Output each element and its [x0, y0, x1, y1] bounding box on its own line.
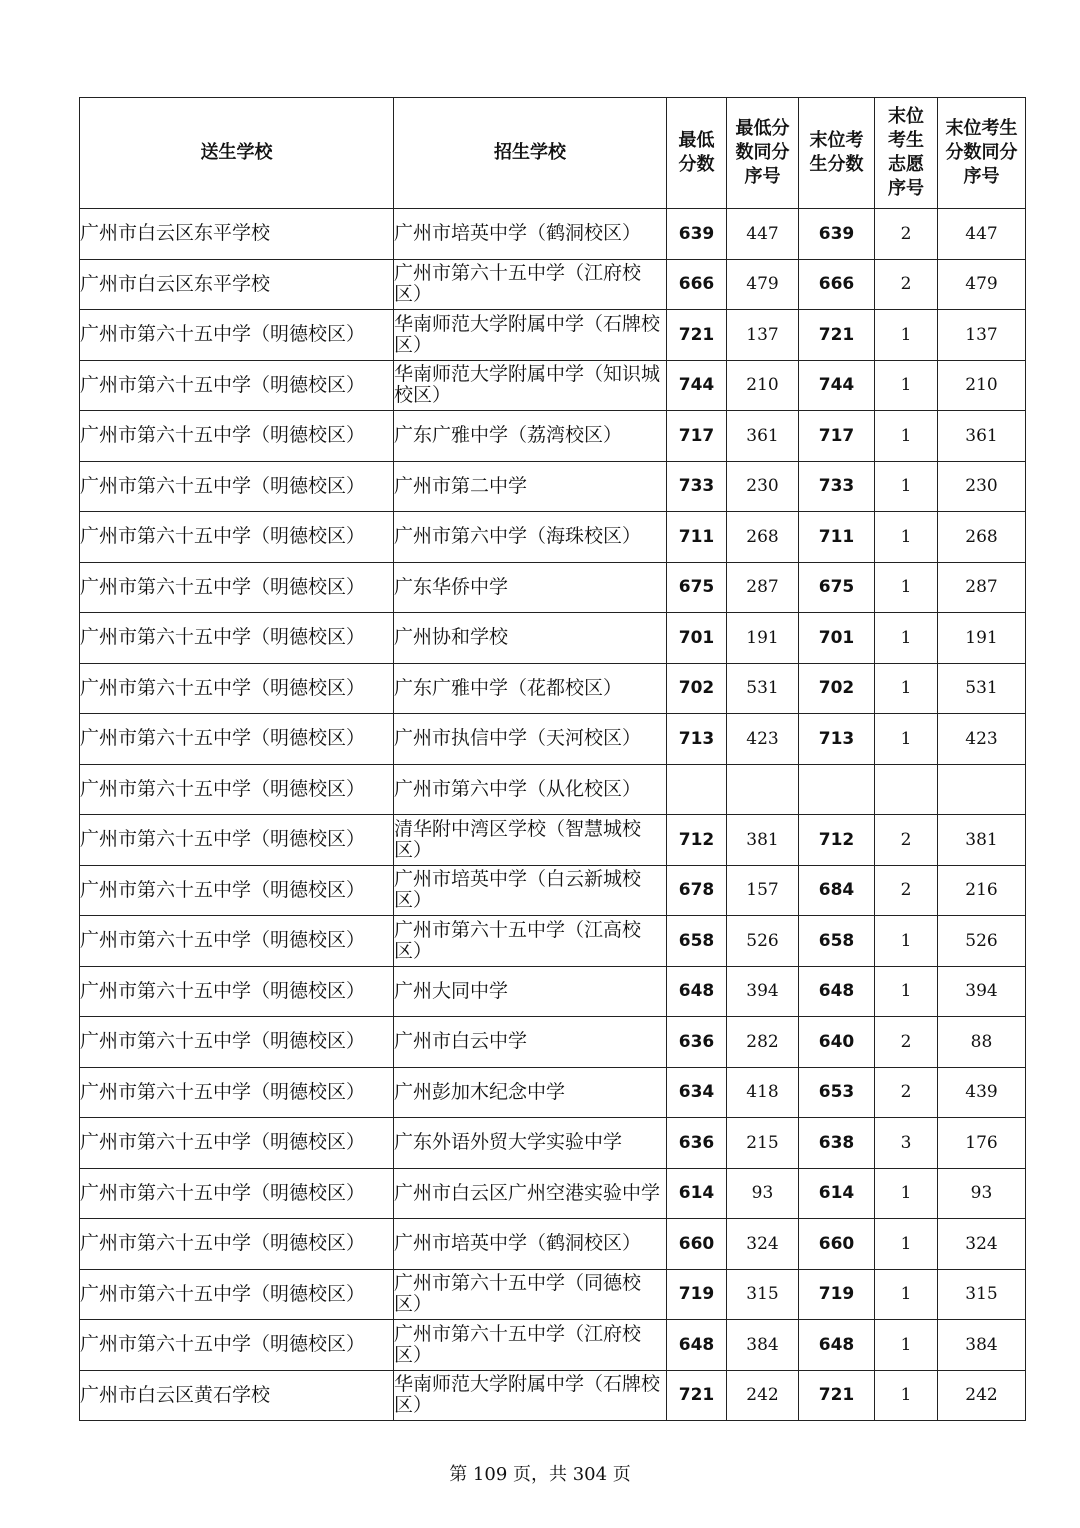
- table-row: [80, 1168, 1026, 1219]
- cell-admitting-school: 广州市白云区广州空港实验中学: [394, 1168, 667, 1219]
- cell-min-score: 636: [667, 1118, 727, 1169]
- table-row: [80, 209, 1026, 260]
- cell-last-student-score: 733: [799, 461, 875, 512]
- cell-last-student-score: 713: [799, 714, 875, 765]
- table-row: [80, 1370, 1026, 1421]
- cell-min-score: 721: [667, 310, 727, 361]
- header-min-score-tie-rank-text: 最低分数同分序号: [735, 118, 790, 187]
- cell-last-student-choice-rank: 1: [875, 411, 938, 462]
- cell-last-student-score: 653: [799, 1067, 875, 1118]
- cell-admitting-school: 清华附中湾区学校（智慧城校区）: [394, 815, 667, 866]
- table-row: [80, 259, 1026, 310]
- cell-last-student-tie-rank: 439: [938, 1067, 1026, 1118]
- cell-admitting-school: 广州市培英中学（鹤洞校区）: [394, 209, 667, 260]
- cell-last-student-score: 719: [799, 1269, 875, 1320]
- header-min-score-text: 最低分数: [678, 130, 715, 175]
- cell-last-student-choice-rank: 1: [875, 966, 938, 1017]
- header-min-score-tie-rank: [727, 98, 799, 209]
- cell-last-student-score: 658: [799, 916, 875, 967]
- cell-sending-school: 广州市第六十五中学（明德校区）: [80, 1067, 394, 1118]
- cell-min-score: 711: [667, 512, 727, 563]
- table-row: [80, 1067, 1026, 1118]
- cell-last-student-tie-rank: 381: [938, 815, 1026, 866]
- cell-last-student-score: 744: [799, 360, 875, 411]
- cell-admitting-school: 广州大同中学: [394, 966, 667, 1017]
- cell-sending-school: 广州市第六十五中学（明德校区）: [80, 916, 394, 967]
- cell-min-score: 702: [667, 663, 727, 714]
- cell-min-score-tie-rank: 361: [727, 411, 799, 462]
- cell-sending-school: 广州市第六十五中学（明德校区）: [80, 461, 394, 512]
- header-last-student-score-text: 末位考生分数: [809, 130, 864, 175]
- cell-last-student-tie-rank: 315: [938, 1269, 1026, 1320]
- cell-admitting-school: 广州市培英中学（白云新城校区）: [394, 865, 667, 916]
- cell-last-student-tie-rank: 242: [938, 1370, 1026, 1421]
- table-row: [80, 865, 1026, 916]
- cell-min-score: 648: [667, 966, 727, 1017]
- cell-last-student-choice-rank: 1: [875, 310, 938, 361]
- table-row: [80, 562, 1026, 613]
- header-last-student-tie-rank-text: 末位考生分数同分序号: [945, 118, 1018, 187]
- cell-min-score: 721: [667, 1370, 727, 1421]
- header-last-student-choice-rank: [875, 98, 938, 209]
- cell-last-student-tie-rank: 361: [938, 411, 1026, 462]
- table-row: [80, 1219, 1026, 1270]
- cell-last-student-score: 702: [799, 663, 875, 714]
- cell-last-student-tie-rank: 176: [938, 1118, 1026, 1169]
- table-row: [80, 663, 1026, 714]
- cell-min-score-tie-rank: 418: [727, 1067, 799, 1118]
- cell-min-score-tie-rank: 242: [727, 1370, 799, 1421]
- cell-min-score: 648: [667, 1320, 727, 1371]
- cell-last-student-choice-rank: 1: [875, 461, 938, 512]
- cell-last-student-score: 614: [799, 1168, 875, 1219]
- cell-admitting-school: 广东华侨中学: [394, 562, 667, 613]
- cell-admitting-school: 广州市第六十五中学（江府校区）: [394, 259, 667, 310]
- cell-last-student-score: 721: [799, 1370, 875, 1421]
- cell-last-student-score: 638: [799, 1118, 875, 1169]
- cell-last-student-score: 666: [799, 259, 875, 310]
- cell-sending-school: 广州市白云区黄石学校: [80, 1370, 394, 1421]
- cell-admitting-school: 华南师范大学附属中学（知识城校区）: [394, 360, 667, 411]
- page-number: 第 109 页，共 304 页: [449, 1464, 631, 1485]
- cell-last-student-tie-rank: 88: [938, 1017, 1026, 1068]
- cell-min-score-tie-rank: 423: [727, 714, 799, 765]
- cell-min-score: 701: [667, 613, 727, 664]
- cell-last-student-choice-rank: 2: [875, 1067, 938, 1118]
- cell-last-student-score: 701: [799, 613, 875, 664]
- cell-last-student-choice-rank: 1: [875, 1269, 938, 1320]
- cell-admitting-school: 广州市第六十五中学（江高校区）: [394, 916, 667, 967]
- cell-last-student-tie-rank: 287: [938, 562, 1026, 613]
- header-admitting-school: 招生学校: [394, 98, 667, 209]
- cell-last-student-choice-rank: 1: [875, 1168, 938, 1219]
- cell-min-score-tie-rank: 324: [727, 1219, 799, 1270]
- cell-sending-school: 广州市第六十五中学（明德校区）: [80, 1269, 394, 1320]
- cell-last-student-choice-rank: 1: [875, 360, 938, 411]
- cell-min-score-tie-rank: 479: [727, 259, 799, 310]
- cell-admitting-school: 广州市第六十五中学（同德校区）: [394, 1269, 667, 1320]
- table-row: [80, 1320, 1026, 1371]
- cell-last-student-choice-rank: 2: [875, 815, 938, 866]
- cell-last-student-score: 675: [799, 562, 875, 613]
- cell-sending-school: 广州市第六十五中学（明德校区）: [80, 815, 394, 866]
- cell-admitting-school: 广州市第六中学（海珠校区）: [394, 512, 667, 563]
- cell-min-score: 733: [667, 461, 727, 512]
- header-last-student-choice-rank-text: 末位考生志愿序号: [888, 106, 924, 199]
- cell-min-score: [667, 764, 727, 815]
- cell-min-score: 636: [667, 1017, 727, 1068]
- cell-last-student-tie-rank: 230: [938, 461, 1026, 512]
- cell-admitting-school: 广东外语外贸大学实验中学: [394, 1118, 667, 1169]
- cell-last-student-tie-rank: 216: [938, 865, 1026, 916]
- cell-last-student-score: 711: [799, 512, 875, 563]
- table-row: [80, 1269, 1026, 1320]
- cell-admitting-school: 华南师范大学附属中学（石牌校区）: [394, 1370, 667, 1421]
- cell-last-student-choice-rank: 3: [875, 1118, 938, 1169]
- cell-admitting-school: 广东广雅中学（荔湾校区）: [394, 411, 667, 462]
- cell-last-student-choice-rank: 1: [875, 1370, 938, 1421]
- cell-min-score: 712: [667, 815, 727, 866]
- cell-sending-school: 广州市第六十五中学（明德校区）: [80, 663, 394, 714]
- table-header-row: [80, 98, 1026, 209]
- admission-score-table: [79, 97, 1026, 1421]
- cell-last-student-score: 648: [799, 1320, 875, 1371]
- header-sending-school: 送生学校: [80, 98, 394, 209]
- table-row: [80, 411, 1026, 462]
- cell-min-score-tie-rank: 447: [727, 209, 799, 260]
- cell-last-student-score: 721: [799, 310, 875, 361]
- cell-last-student-tie-rank: 268: [938, 512, 1026, 563]
- cell-sending-school: 广州市第六十五中学（明德校区）: [80, 360, 394, 411]
- cell-admitting-school: 广州市白云中学: [394, 1017, 667, 1068]
- cell-sending-school: 广州市第六十五中学（明德校区）: [80, 562, 394, 613]
- cell-min-score-tie-rank: 282: [727, 1017, 799, 1068]
- cell-min-score: 675: [667, 562, 727, 613]
- cell-admitting-school: 广州协和学校: [394, 613, 667, 664]
- cell-last-student-tie-rank: 210: [938, 360, 1026, 411]
- cell-last-student-choice-rank: 1: [875, 916, 938, 967]
- cell-min-score-tie-rank: [727, 764, 799, 815]
- cell-last-student-score: 639: [799, 209, 875, 260]
- cell-sending-school: 广州市第六十五中学（明德校区）: [80, 310, 394, 361]
- table-row: [80, 714, 1026, 765]
- cell-last-student-tie-rank: 394: [938, 966, 1026, 1017]
- cell-sending-school: 广州市第六十五中学（明德校区）: [80, 966, 394, 1017]
- table-row: [80, 310, 1026, 361]
- cell-sending-school: 广州市第六十五中学（明德校区）: [80, 512, 394, 563]
- table-row: [80, 613, 1026, 664]
- cell-last-student-choice-rank: 2: [875, 1017, 938, 1068]
- cell-last-student-choice-rank: [875, 764, 938, 815]
- cell-admitting-school: 广州市第六中学（从化校区）: [394, 764, 667, 815]
- cell-sending-school: 广州市第六十五中学（明德校区）: [80, 1118, 394, 1169]
- cell-sending-school: 广州市第六十五中学（明德校区）: [80, 1168, 394, 1219]
- cell-min-score-tie-rank: 137: [727, 310, 799, 361]
- cell-last-student-tie-rank: 384: [938, 1320, 1026, 1371]
- cell-last-student-score: 712: [799, 815, 875, 866]
- cell-admitting-school: 广东广雅中学（花都校区）: [394, 663, 667, 714]
- table-row: [80, 461, 1026, 512]
- cell-admitting-school: 广州市第六十五中学（江府校区）: [394, 1320, 667, 1371]
- cell-sending-school: 广州市第六十五中学（明德校区）: [80, 865, 394, 916]
- cell-admitting-school: 广州彭加木纪念中学: [394, 1067, 667, 1118]
- table-row: [80, 360, 1026, 411]
- cell-sending-school: 广州市第六十五中学（明德校区）: [80, 764, 394, 815]
- cell-last-student-choice-rank: 1: [875, 512, 938, 563]
- cell-last-student-tie-rank: 423: [938, 714, 1026, 765]
- cell-last-student-score: 684: [799, 865, 875, 916]
- cell-last-student-score: [799, 764, 875, 815]
- cell-min-score-tie-rank: 157: [727, 865, 799, 916]
- cell-min-score-tie-rank: 315: [727, 1269, 799, 1320]
- cell-last-student-tie-rank: [938, 764, 1026, 815]
- cell-min-score: 639: [667, 209, 727, 260]
- cell-sending-school: 广州市第六十五中学（明德校区）: [80, 714, 394, 765]
- cell-last-student-choice-rank: 1: [875, 613, 938, 664]
- cell-min-score: 666: [667, 259, 727, 310]
- cell-min-score-tie-rank: 191: [727, 613, 799, 664]
- header-last-student-score: [799, 98, 875, 209]
- cell-sending-school: 广州市第六十五中学（明德校区）: [80, 1017, 394, 1068]
- cell-sending-school: 广州市白云区东平学校: [80, 259, 394, 310]
- cell-min-score-tie-rank: 268: [727, 512, 799, 563]
- cell-min-score-tie-rank: 215: [727, 1118, 799, 1169]
- cell-last-student-tie-rank: 137: [938, 310, 1026, 361]
- table-row: [80, 1118, 1026, 1169]
- cell-last-student-score: 660: [799, 1219, 875, 1270]
- cell-last-student-choice-rank: 2: [875, 209, 938, 260]
- cell-sending-school: 广州市第六十五中学（明德校区）: [80, 613, 394, 664]
- cell-sending-school: 广州市白云区东平学校: [80, 209, 394, 260]
- cell-last-student-choice-rank: 2: [875, 259, 938, 310]
- cell-last-student-tie-rank: 479: [938, 259, 1026, 310]
- cell-min-score: 719: [667, 1269, 727, 1320]
- cell-min-score: 634: [667, 1067, 727, 1118]
- header-min-score: [667, 98, 727, 209]
- cell-min-score: 678: [667, 865, 727, 916]
- cell-last-student-tie-rank: 526: [938, 916, 1026, 967]
- cell-last-student-tie-rank: 447: [938, 209, 1026, 260]
- cell-admitting-school: 华南师范大学附属中学（石牌校区）: [394, 310, 667, 361]
- table-body: [80, 209, 1026, 1421]
- cell-min-score: 660: [667, 1219, 727, 1270]
- cell-min-score: 717: [667, 411, 727, 462]
- cell-last-student-choice-rank: 1: [875, 1320, 938, 1371]
- table-row: [80, 764, 1026, 815]
- cell-min-score: 614: [667, 1168, 727, 1219]
- cell-last-student-tie-rank: 531: [938, 663, 1026, 714]
- table-row: [80, 966, 1026, 1017]
- cell-admitting-school: 广州市培英中学（鹤洞校区）: [394, 1219, 667, 1270]
- cell-min-score-tie-rank: 531: [727, 663, 799, 714]
- cell-admitting-school: 广州市第二中学: [394, 461, 667, 512]
- cell-min-score-tie-rank: 230: [727, 461, 799, 512]
- cell-last-student-choice-rank: 1: [875, 562, 938, 613]
- cell-last-student-choice-rank: 1: [875, 714, 938, 765]
- cell-min-score-tie-rank: 210: [727, 360, 799, 411]
- cell-min-score-tie-rank: 287: [727, 562, 799, 613]
- cell-admitting-school: 广州市执信中学（天河校区）: [394, 714, 667, 765]
- cell-last-student-score: 640: [799, 1017, 875, 1068]
- cell-min-score: 658: [667, 916, 727, 967]
- table-row: [80, 815, 1026, 866]
- cell-sending-school: 广州市第六十五中学（明德校区）: [80, 1219, 394, 1270]
- cell-min-score: 744: [667, 360, 727, 411]
- cell-last-student-score: 717: [799, 411, 875, 462]
- cell-last-student-tie-rank: 324: [938, 1219, 1026, 1270]
- cell-last-student-tie-rank: 191: [938, 613, 1026, 664]
- cell-sending-school: 广州市第六十五中学（明德校区）: [80, 411, 394, 462]
- cell-min-score-tie-rank: 394: [727, 966, 799, 1017]
- cell-last-student-choice-rank: 2: [875, 865, 938, 916]
- cell-last-student-score: 648: [799, 966, 875, 1017]
- header-last-student-tie-rank: [938, 98, 1026, 209]
- table-row: [80, 916, 1026, 967]
- table-row: [80, 512, 1026, 563]
- cell-last-student-choice-rank: 1: [875, 663, 938, 714]
- cell-min-score-tie-rank: 93: [727, 1168, 799, 1219]
- cell-min-score: 713: [667, 714, 727, 765]
- cell-min-score-tie-rank: 384: [727, 1320, 799, 1371]
- cell-min-score-tie-rank: 526: [727, 916, 799, 967]
- cell-sending-school: 广州市第六十五中学（明德校区）: [80, 1320, 394, 1371]
- cell-last-student-choice-rank: 1: [875, 1219, 938, 1270]
- cell-min-score-tie-rank: 381: [727, 815, 799, 866]
- cell-last-student-tie-rank: 93: [938, 1168, 1026, 1219]
- table-row: [80, 1017, 1026, 1068]
